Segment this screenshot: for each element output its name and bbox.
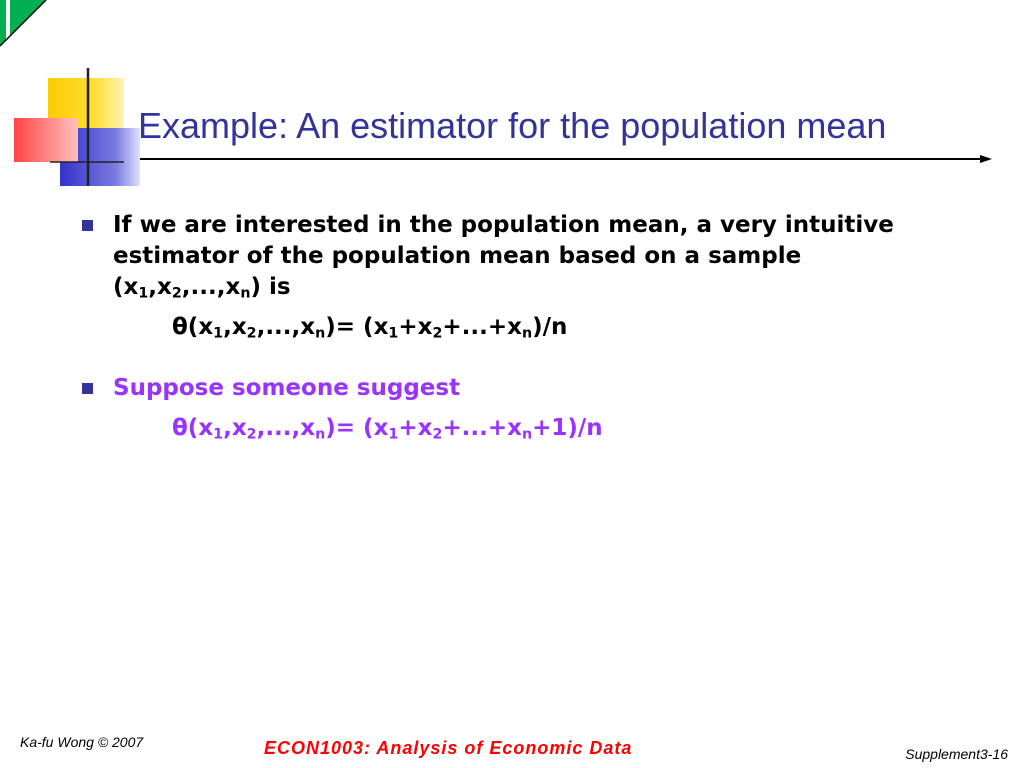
square-bullet-icon [82,383,93,394]
bullet-item-suggested-estimator [80,373,940,444]
slide-title: Example: An estimator for the population mean [138,105,887,146]
title-underline-arrow [140,152,992,166]
estimator-formula: $\theta(x_1,x_2,...,x_n)= (x_1+x_2+...+x_n)/n$ [172,314,568,342]
footer-slide-number: Supplement3-16 [905,746,1008,762]
square-bullet-icon [82,220,93,231]
footer-course-title: ECON1003: Analysis of Economic Data [264,738,633,758]
bullet-list [80,210,940,444]
title-decoration-squares [0,60,160,200]
bullet-text: Suppose someone suggest [113,375,461,401]
bullet-text: If we are interested in the population mean, a very intuitive estimator of the population mean based on a sample $(x_1,x_2,...,x_n)$ is [113,212,894,302]
bullet-item-population-mean [80,210,940,343]
suggested-estimator-formula: $\theta(x_1,x_2,...,x_n)= (x_1+x_2+...+x_n+1)/n$ [172,415,603,443]
footer-author: Ka-fu Wong © 2007 [20,734,144,750]
corner-triangle-decoration [0,0,48,48]
